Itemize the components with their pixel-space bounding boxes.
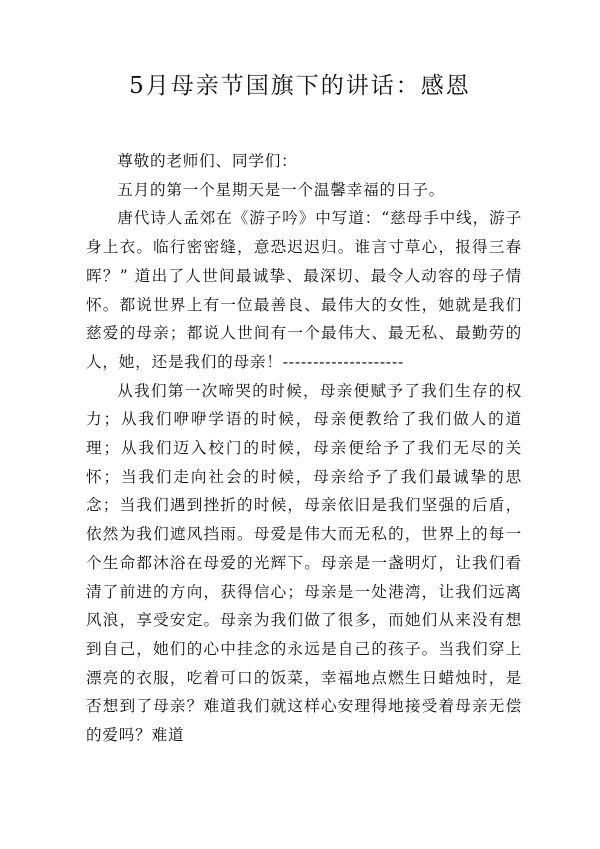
opening-paragraph: 五月的第一个星期天是一个温馨幸福的日子。 [117,180,446,199]
salutation-paragraph: 尊敬的老师们、同学们： [117,152,298,170]
mother-love-paragraph: 从我们第一次啼哭的时候，母亲便赋予了我们生存的权力；从我们咿咿学语的时候，母亲便教给了我们做人的道理；从我们迈入校门的时候，母亲便给予了我们无尽的关怀；当我们走向社会的时候，母亲给予了我们最诚挚的思念；当我们遇到挫折的时候，母亲依旧是我们坚强的后盾，依然为我们遮风挡雨。母爱是伟大而无私的，世界上的每一个生命都沐浴在母爱的光辉下。母亲是一盏明灯，让我们看清了前进的方向，获得信心；母亲是一处港湾，让我们远离风浪，享受安定。母亲为我们做了很多，而她们从来没有想到自己，她们的心中挂念的永远是自己的孩子。当我们穿上漂亮的衣服，吃着可口的饭菜，幸福地点燃生日蜡烛时，是否想到了母亲？难道我们就这样心安理得地接受着母亲无偿的爱吗？难道 [86,381,522,745]
document-body [86,147,522,750]
poem-paragraph: 唐代诗人孟郊在《游子吟》中写道：“慈母手中线，游子身上衣。临行密密缝，意恐迟迟归。谁言寸草心，报得三春晖？” 道出了人世间最诚挚、最深切、最令人动容的母子情怀。都说世界上有一位最善良、最伟大的女性，她就是我们慈爱的母亲；都说人世间有一个最伟大、最无私、最勤劳的人，她，还是我们的母亲！-------------------- [86,209,522,371]
document-title: 5月母亲节国旗下的讲话：感恩 [129,73,471,99]
